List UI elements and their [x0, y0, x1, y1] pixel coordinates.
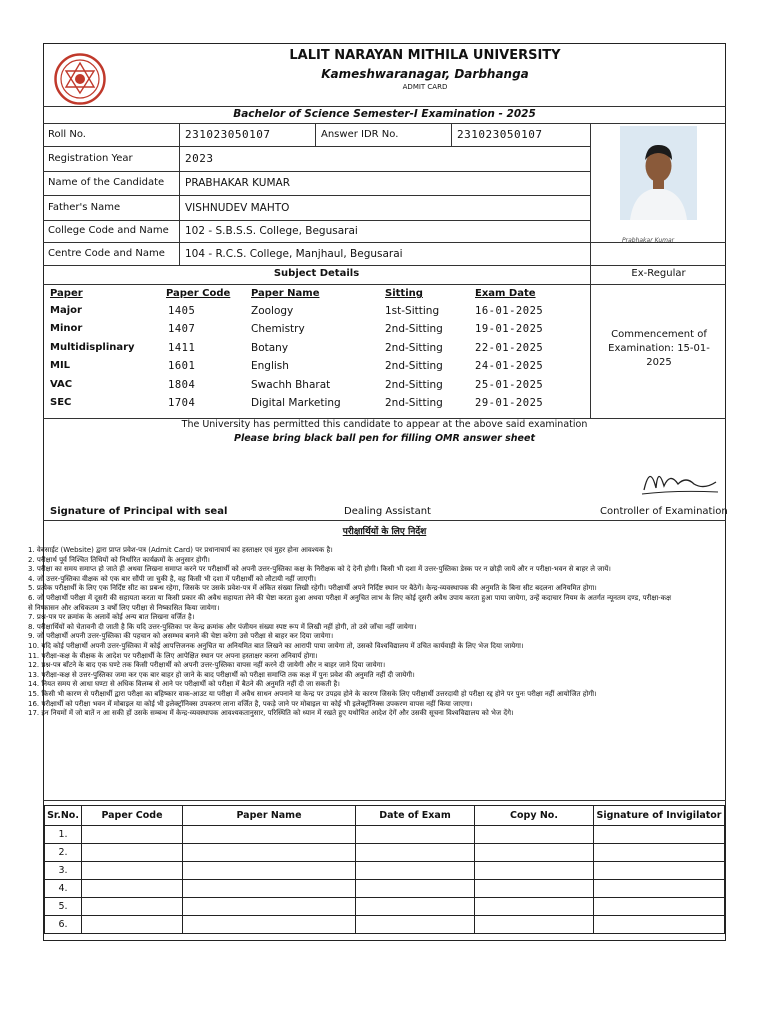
- blank-cell[interactable]: [475, 844, 594, 862]
- reg-year-label: Registration Year: [48, 153, 133, 164]
- instruction-item: 10. यदि कोई परीक्षार्थी अपनी उत्तर-पुस्तिका में कोई आपत्तिजनक अनुचित या अनियमित बात लिखने का आरापी पाया जायेगा तो, उसको विश्वविद्यालय में उचित कार्यवाही के लिए भेज दिया जायेगा।: [28, 641, 524, 650]
- blank-cell[interactable]: [356, 844, 475, 862]
- instruction-item: 11. परीक्षा-कक्ष के वीक्षक के आदेश पर परीक्षार्थी के लिए आपेक्षित स्थान पर अपना हस्ताक्षर करना अनिवार्य होगा।: [28, 651, 318, 660]
- candidate-signature: Prabhakar Kumar: [622, 237, 675, 244]
- centre-value: 104 - R.C.S. College, Manjhaul, Begusarai: [185, 248, 403, 260]
- blank-cell[interactable]: [82, 898, 183, 916]
- exam-status: Ex-Regular: [631, 268, 686, 279]
- sr-no-cell: 6.: [45, 916, 82, 934]
- centre-label: Centre Code and Name: [48, 248, 165, 259]
- instruction-item: 1. वेबसाईट (Website) द्वारा प्राप्त प्रवेश-पत्र (Admit Card) पर प्रधानाचार्य का हस्ताक्षर एवं मुहर होना आवश्यक है।: [28, 546, 333, 554]
- bring-pen-text: Please bring black ball pen for filling OMR answer sheet: [234, 433, 535, 444]
- blank-cell[interactable]: [475, 898, 594, 916]
- blank-cell[interactable]: [594, 862, 725, 880]
- blank-cell[interactable]: [594, 916, 725, 934]
- principal-signature-label: Signature of Principal with seal: [50, 506, 228, 517]
- blank-cell[interactable]: [82, 844, 183, 862]
- candidate-name-value: PRABHAKAR KUMAR: [185, 177, 291, 189]
- inv-header: Copy No.: [475, 806, 594, 826]
- col-paper-name: Paper Name: [251, 288, 320, 299]
- blank-cell[interactable]: [594, 898, 725, 916]
- blank-cell[interactable]: [183, 844, 356, 862]
- instruction-item: 13. परीक्षा-कक्ष से उत्तर-पुस्तिका जमा कर एक बार बाहर हो जाने के बाद परीक्षार्थी को परीक्षा समाप्ति तक कक्ष में पुनः प्रवेश की अनुमति नहीं दी जायेगी।: [28, 670, 415, 679]
- roll-value: 231023050107: [185, 128, 271, 141]
- table-row: [45, 880, 725, 898]
- blank-cell[interactable]: [475, 880, 594, 898]
- table-row: [45, 916, 725, 934]
- subject-sitting: 2nd-Sitting: [385, 323, 443, 336]
- blank-cell[interactable]: [82, 862, 183, 880]
- subject-code: 1405: [168, 305, 196, 317]
- instruction-item: 17. इन नियमों में जो बातें न आ सकी हों उसके सम्बन्ध में केन्द्र-व्यवस्थापक आवश्यकतानुसार, परिस्थिति को ध्यान में रखते हुए यथोचित आदेश देगें और उसकी सूचना विश्वविद्यालय को भेज देंगे।: [28, 709, 514, 718]
- candidate-name-label: Name of the Candidate: [48, 177, 165, 188]
- table-row: [45, 826, 725, 844]
- reg-year-value: 2023: [185, 152, 214, 165]
- blank-cell[interactable]: [356, 826, 475, 844]
- subject-code: 1411: [168, 341, 196, 354]
- subject-name: Swachh Bharat: [251, 378, 331, 391]
- answer-idr-label: Answer IDR No.: [321, 129, 399, 140]
- subject-paper: Major: [50, 305, 82, 316]
- sr-no-cell: 1.: [45, 826, 82, 844]
- col-sitting: Sitting: [385, 288, 423, 299]
- instruction-item: 12. प्रश्न-पत्र बाँटने के बाद एक घण्टे तक किसी परीक्षार्थी को अपनी उत्तर-पुस्तिका वापस नहीं करने दी जायेगी और न बाहर जाने दिया जायेगा।: [28, 661, 386, 670]
- subject-paper: Multidisplinary: [50, 341, 135, 353]
- blank-cell[interactable]: [183, 862, 356, 880]
- col-paper-code: Paper Code: [166, 288, 231, 299]
- inv-header: Date of Exam: [356, 806, 475, 826]
- instruction-item: 2. परीक्षार्थ पूर्व निश्चित तिथियों को निर्धारित कार्यक्रमों के अनुसार होगी।: [28, 555, 210, 564]
- university-seal-icon: [54, 53, 106, 105]
- subject-name: Chemistry: [251, 323, 305, 336]
- subject-paper: SEC: [50, 397, 72, 408]
- subject-sitting: 2nd-Sitting: [385, 378, 443, 391]
- admit-card-label: ADMIT CARD: [402, 83, 448, 91]
- table-row: [45, 844, 725, 862]
- instruction-item: 14. नियत समय से आधा घण्टा से अधिक विलम्ब से आने पर परीक्षार्थी को परीक्षा में बैठने की अनुमति नहीं दी जा सकती है।: [28, 680, 340, 689]
- college-value: 102 - S.B.S.S. College, Begusarai: [185, 225, 358, 237]
- father-name-label: Father's Name: [48, 202, 121, 213]
- subject-name: Digital Marketing: [251, 397, 341, 409]
- subject-code: 1601: [168, 360, 196, 373]
- subject-code: 1704: [168, 397, 196, 409]
- blank-cell[interactable]: [475, 826, 594, 844]
- subject-code: 1804: [168, 378, 196, 391]
- instruction-item: 9. जो परीक्षार्थी अपनी उत्तर-पुस्तिका की पहचान को असम्भव बनाने की चेष्टा करेगा उसे परीक्षा से बाहर कर दिया जायेगा।: [28, 632, 334, 641]
- blank-cell[interactable]: [183, 916, 356, 934]
- subject-sitting: 2nd-Sitting: [385, 397, 443, 409]
- instruction-item: 3. परीक्षा का समय समाप्त हो जाते ही अथवा लिखना समाप्त करने पर परीक्षार्थी को अपनी उत्तर-पुस्तिका कक्ष के निरीक्षक को दे देनी होगी। किसी भी दशा में उत्तर-पुस्तिका डेस्क पर न छोड़ी जायें और न परीक्षा-भवन से बाहर ले जायें।: [28, 565, 611, 574]
- blank-cell[interactable]: [356, 880, 475, 898]
- blank-cell[interactable]: [594, 826, 725, 844]
- instructions-list: [28, 546, 678, 719]
- instruction-item: 15. किसी भी कारण से परीक्षार्थी द्वारा परीक्षा का बहिष्कार वाक-आउट या परीक्षा में अवैध साधन अपनाने या केन्द्र पर उपद्रव होने के कारण जिसके लिए परीक्षार्थी उत्तरदायी हो परीक्षा रद्द होने पर पुनः परीक्षा नहीं आयोजित होगी।: [28, 689, 597, 698]
- roll-label: Roll No.: [48, 129, 86, 140]
- inv-header: Paper Code: [82, 806, 183, 826]
- blank-cell[interactable]: [356, 916, 475, 934]
- subject-name: English: [251, 360, 289, 373]
- instructions-heading: परीक्षार्थियों के लिए निर्देश: [342, 527, 427, 537]
- instruction-item: 16. परीक्षार्थी को परीक्षा भवन में मोबाइल या कोई भी इलेक्ट्रॉनिक्स उपकरण लाना वर्जित है, पकड़े जाने पर मोबाइल या कोई भी इलेक्ट्रॉनिक्स उपकरण वापस नहीं किया जाएगा।: [28, 699, 473, 708]
- subject-date: 24-01-2025: [475, 360, 544, 373]
- col-exam-date: Exam Date: [475, 288, 536, 299]
- subject-name: Botany: [251, 341, 289, 354]
- subject-date: 25-01-2025: [475, 378, 544, 391]
- blank-cell[interactable]: [475, 916, 594, 934]
- instruction-item: 4. जो उत्तर-पुस्तिका वीक्षक को एक बार सौंपी जा चुकी है, वह किसी भी दशा में परीक्षार्थी को लौटायी नहीं जाएगी।: [28, 574, 317, 583]
- instruction-item: 5. प्रत्येक परीक्षार्थी के लिए एक निर्दिष्ट सीट का प्रबन्ध रहेगा, जिसके पर उसके प्रवेश-पत्र में अंकित संख्या लिखी रहेगी। परीक्षार्थी अपने निर्दिष्ट स्थान पर बैठेगें। केन्द्र-व्यवस्थापक की अनुमति के बिना सीट बदलना अनियमित होगा।: [28, 584, 597, 593]
- subject-sitting: 1st-Sitting: [385, 305, 440, 317]
- blank-cell[interactable]: [183, 898, 356, 916]
- blank-cell[interactable]: [183, 826, 356, 844]
- instruction-item: 8. परीक्षार्थियों को चेतावनी दी जाती है कि यदि उत्तर-पुस्तिका पर केन्द्र क्रमांक और पंजीयन संख्या स्पष्ट रूप में लिखी नहीं होगी, तो उसे जाँचा नहीं जायेगा।: [28, 622, 417, 631]
- instruction-item: 7. प्रश्न-पत्र पर क्रमांक के अलावें कोई अन्य बात लिखना वर्जित है।: [28, 613, 195, 622]
- subject-sitting: 2nd-Sitting: [385, 360, 443, 373]
- sr-no-cell: 3.: [45, 862, 82, 880]
- subject-details-heading: Subject Details: [273, 268, 360, 279]
- table-row: [45, 898, 725, 916]
- subject-sitting: 2nd-Sitting: [385, 341, 443, 354]
- candidate-photo: [620, 126, 697, 220]
- father-name-value: VISHNUDEV MAHTO: [185, 202, 290, 214]
- college-label: College Code and Name: [48, 225, 169, 236]
- subject-date: 19-01-2025: [475, 323, 544, 336]
- blank-cell[interactable]: [594, 880, 725, 898]
- permission-text: The University has permitted this candidate to appear at the above said examination: [181, 419, 588, 430]
- sr-no-cell: 4.: [45, 880, 82, 898]
- blank-cell[interactable]: [475, 862, 594, 880]
- sr-no-cell: 5.: [45, 898, 82, 916]
- blank-cell[interactable]: [356, 862, 475, 880]
- blank-cell[interactable]: [183, 880, 356, 898]
- subject-paper: MIL: [50, 360, 71, 372]
- subject-name: Zoology: [251, 305, 294, 317]
- blank-cell[interactable]: [82, 880, 183, 898]
- inv-header: Signature of Invigilator: [594, 806, 725, 826]
- inv-header: Sr.No.: [45, 806, 82, 826]
- blank-cell[interactable]: [82, 916, 183, 934]
- blank-cell[interactable]: [594, 844, 725, 862]
- controller-label: Controller of Examination: [600, 506, 728, 517]
- subject-date: 16-01-2025: [475, 305, 544, 317]
- subject-date: 29-01-2025: [475, 397, 544, 409]
- commencement-text: Commencement of Examination: 15-01-2025: [608, 329, 710, 368]
- sr-no-cell: 2.: [45, 844, 82, 862]
- subject-code: 1407: [168, 323, 196, 336]
- subject-paper: VAC: [50, 378, 73, 390]
- controller-signature-mark: [636, 460, 722, 500]
- university-location: Kameshwaranagar, Darbhanga: [321, 67, 529, 81]
- university-name: LALIT NARAYAN MITHILA UNIVERSITY: [289, 48, 561, 63]
- table-row: [45, 862, 725, 880]
- subject-paper: Minor: [50, 323, 83, 335]
- col-paper: Paper: [50, 288, 83, 299]
- answer-idr-value: 231023050107: [457, 128, 543, 141]
- subject-date: 22-01-2025: [475, 341, 544, 354]
- instruction-item: 6. जो परीक्षार्थी परीक्षा में दूसरी की सहायता करता या किसी प्रकार की अवैध सहायता लेने की चेष्टा करता हुआ अथवा परीक्षा में अनुचित लाभ के लिए कोई दूसरी अवैध उपाय करता हुआ पाया जायेगा, उन्हें कदाचार नियम के अतर्गत न्यूनतम दण्ड, परीक्षा-कक्ष से निष्कासन और अधिकतम 3 वर्षों लिए परीक्षा से निष्कासित किया जायेगा।: [28, 593, 672, 612]
- blank-cell[interactable]: [356, 898, 475, 916]
- invigilation-table: [44, 805, 725, 934]
- blank-cell[interactable]: [82, 826, 183, 844]
- dealing-assistant-label: Dealing Assistant: [344, 506, 431, 517]
- exam-title: Bachelor of Science Semester-I Examination - 2025: [233, 108, 536, 120]
- inv-header: Paper Name: [183, 806, 356, 826]
